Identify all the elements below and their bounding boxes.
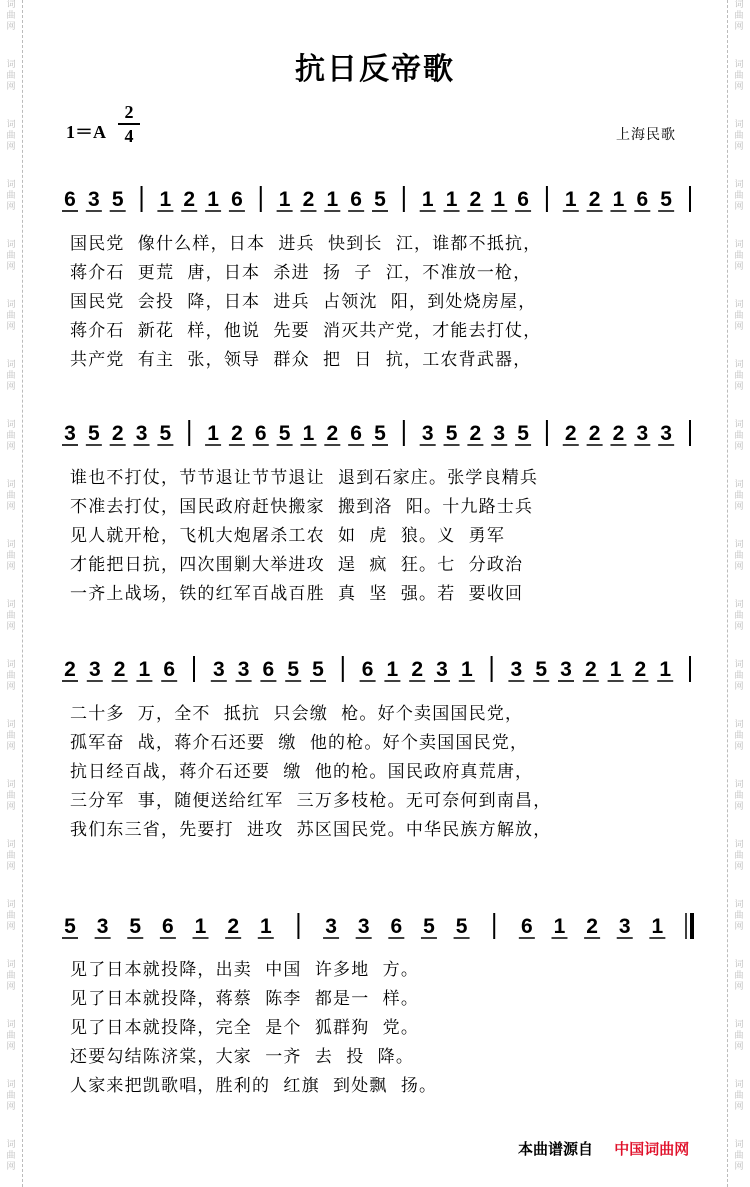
- note: 2: [586, 915, 598, 938]
- song-title: 抗日反帝歌: [295, 52, 455, 87]
- time-signature-bottom: 4: [124, 126, 134, 146]
- watermark-text: 词 曲 网: [6, 120, 16, 152]
- note: 2: [411, 658, 424, 681]
- lyric-line: 不准去打仗，国民政府赶快搬家 搬到洛 阳。十九路士兵: [70, 497, 534, 517]
- note: 1: [207, 188, 219, 211]
- note: 2: [564, 422, 577, 445]
- lyric-line: 三分军 事，随便送给红军 三万多枝枪。无可奈何到南昌，: [70, 791, 552, 811]
- lyric-line: 见了日本就投降，蒋蔡 陈李 都是一 样。: [70, 989, 420, 1009]
- note: 3: [436, 658, 448, 681]
- note: 5: [312, 658, 324, 681]
- note: 3: [560, 658, 572, 681]
- note: 5: [455, 915, 468, 938]
- note: 2: [64, 658, 76, 681]
- note: 1: [194, 915, 207, 938]
- note: 5: [660, 188, 672, 211]
- lyrics-block-2: [70, 464, 690, 609]
- watermark-text: 词 曲 网: [6, 1140, 16, 1172]
- note: 1: [564, 188, 577, 211]
- note: 6: [350, 422, 362, 445]
- note: 1: [386, 658, 399, 681]
- note: 6: [254, 422, 267, 445]
- lyric-line: 见了日本就投降，完全 是个 狐群狗 党。: [70, 1018, 420, 1038]
- note: 2: [111, 422, 124, 445]
- note: 1: [609, 658, 622, 681]
- note: 2: [326, 422, 339, 445]
- note: 3: [212, 658, 225, 681]
- song-origin: 上海民歌: [616, 127, 676, 143]
- note: 6: [231, 188, 243, 211]
- note: 5: [535, 658, 548, 681]
- watermark-text: 词 曲 网: [734, 120, 744, 152]
- watermark-text: 词 曲 网: [734, 720, 744, 752]
- note: 2: [183, 188, 196, 211]
- watermark-text: 词 曲 网: [734, 780, 744, 812]
- note: 5: [517, 422, 529, 445]
- lyric-line: 人家来把凯歌唱，胜利的 红旗 到处飘 扬。: [70, 1076, 438, 1096]
- note: 1: [651, 915, 664, 938]
- note: 6: [636, 188, 649, 211]
- watermark-text: 词 曲 网: [734, 1140, 744, 1172]
- note: 3: [636, 422, 649, 445]
- watermark-text: 词 曲 网: [6, 720, 16, 752]
- watermark-text: 词 曲 网: [734, 180, 744, 212]
- lyric-line: 二十多 万，全不 抵抗 只会缴 枪。好个卖国国民党，: [70, 704, 524, 724]
- watermark-text: 词 曲 网: [6, 660, 16, 692]
- note: 1: [138, 658, 151, 681]
- source-label: 本曲谱源自: [518, 1140, 594, 1158]
- watermark-text: 词 曲 网: [734, 660, 744, 692]
- note: 5: [129, 915, 142, 938]
- watermark-text: 词 曲 网: [734, 840, 744, 872]
- note: 3: [660, 422, 672, 445]
- note: 3: [88, 658, 101, 681]
- note: 5: [278, 422, 291, 445]
- lyric-line: 见人就开枪，飞机大炮屠杀工农 如 虎 狼。义 勇军: [70, 526, 506, 546]
- lyric-line: 国民党 像什么样，日本 进兵 快到长 江，谁都不抵抗，: [70, 234, 542, 254]
- note: 2: [584, 658, 597, 681]
- note: 1: [612, 188, 625, 211]
- site-name-link[interactable]: 中国词曲网: [614, 1140, 690, 1158]
- note: 3: [96, 915, 109, 938]
- lyric-line: 蒋介石 新花 样，他说 先要 消灭共产党，才能去打仗，: [70, 321, 542, 341]
- note: 3: [64, 422, 76, 445]
- note: 1: [159, 188, 172, 211]
- lyric-line: 谁也不打仗，节节退让节节退让 退到石家庄。张学良精兵: [70, 468, 539, 488]
- note: 3: [421, 422, 434, 445]
- note: 6: [517, 188, 529, 211]
- note: 5: [445, 422, 458, 445]
- note: 1: [207, 422, 219, 445]
- note: 1: [659, 658, 672, 681]
- note: 5: [374, 188, 386, 211]
- note: 5: [159, 422, 172, 445]
- note: 1: [445, 188, 458, 211]
- note: 3: [618, 915, 631, 938]
- lyric-line: 共产党 有主 张，领导 群众 把 日 抗，工农背武器，: [70, 350, 532, 370]
- lyric-line: 才能把日抗，四次围剿大举进攻 逞 疯 狂。七 分政治: [70, 555, 524, 575]
- note: 1: [553, 915, 566, 938]
- lyric-line: 孤军奋 战，蒋介石还要 缴 他的枪。好个卖国国民党，: [70, 733, 529, 753]
- note: 6: [390, 915, 403, 938]
- note: 2: [612, 422, 625, 445]
- lyric-line: 还要勾结陈济棠，大家 一齐 去 投 降。: [70, 1047, 415, 1067]
- note: 6: [162, 915, 174, 938]
- watermark-text: 词 曲 网: [6, 840, 16, 872]
- note: 5: [111, 188, 124, 211]
- note: 3: [510, 658, 523, 681]
- watermark-text: 词 曲 网: [6, 1080, 16, 1112]
- note: 2: [469, 188, 482, 211]
- note: 6: [262, 658, 275, 681]
- watermark-text: 词 曲 网: [734, 0, 744, 32]
- note: 6: [163, 658, 176, 681]
- note: 6: [64, 188, 76, 211]
- watermark-text: 词 曲 网: [734, 480, 744, 512]
- watermark-text: 词 曲 网: [734, 960, 744, 992]
- note: 5: [64, 915, 76, 938]
- lyric-line: 蒋介石 更荒 唐，日本 杀进 扬 子 江，不准放一枪，: [70, 263, 532, 283]
- watermark-text: 词 曲 网: [734, 600, 744, 632]
- note: 5: [374, 422, 386, 445]
- note: 2: [588, 422, 601, 445]
- lyrics-block-1: [70, 230, 690, 375]
- note: 3: [493, 422, 506, 445]
- note: 6: [361, 658, 374, 681]
- note: 3: [357, 915, 370, 938]
- watermark-text: 词 曲 网: [734, 420, 744, 452]
- note: 6: [520, 915, 533, 938]
- note: 2: [231, 422, 243, 445]
- note: 1: [493, 188, 506, 211]
- watermark-text: 词 曲 网: [6, 900, 16, 932]
- lyrics-block-3: [70, 700, 690, 845]
- note: 5: [88, 422, 100, 445]
- watermark-text: 词 曲 网: [6, 540, 16, 572]
- note: 6: [350, 188, 362, 211]
- watermark-text: 词 曲 网: [734, 1080, 744, 1112]
- note: 2: [588, 188, 601, 211]
- watermark-text: 词 曲 网: [6, 600, 16, 632]
- note: 3: [135, 422, 148, 445]
- note: 1: [302, 422, 315, 445]
- key-signature: 1＝A: [66, 122, 106, 142]
- watermark-text: 词 曲 网: [6, 60, 16, 92]
- note: 2: [634, 658, 647, 681]
- watermark-text: 词 曲 网: [6, 360, 16, 392]
- time-signature-top: 2: [124, 102, 134, 122]
- source-footer: [518, 1138, 689, 1159]
- note: 1: [326, 188, 339, 211]
- watermark-text: 词 曲 网: [734, 1020, 744, 1052]
- lyric-line: 抗日经百战，蒋介石还要 缴 他的枪。国民政府真荒唐，: [70, 762, 534, 782]
- watermark-text: 词 曲 网: [6, 780, 16, 812]
- note: 2: [469, 422, 482, 445]
- note: 1: [460, 658, 473, 681]
- watermark-text: 词 曲 网: [6, 180, 16, 212]
- watermark-text: 词 曲 网: [734, 540, 744, 572]
- note: 1: [259, 915, 272, 938]
- note: 3: [325, 915, 337, 938]
- watermark-text: 词 曲 网: [6, 240, 16, 272]
- note: 5: [287, 658, 300, 681]
- watermark-text: 词 曲 网: [734, 300, 744, 332]
- watermark-text: 词 曲 网: [6, 420, 16, 452]
- lyric-line: 见了日本就投降，出卖 中国 许多地 方。: [70, 960, 420, 980]
- lyric-line: 国民党 会投 降，日本 进兵 占领沈 阳，到处烧房屋，: [70, 292, 537, 312]
- lyrics-block-4: [70, 956, 690, 1101]
- note: 2: [227, 915, 240, 938]
- watermark-text: 词 曲 网: [6, 480, 16, 512]
- watermark-text: 词 曲 网: [6, 1020, 16, 1052]
- lyric-line: 我们东三省，先要打 进攻 苏区国民党。中华民族方解放，: [70, 820, 552, 840]
- watermark-text: 词 曲 网: [734, 240, 744, 272]
- note: 1: [421, 188, 434, 211]
- watermark-text: 词 曲 网: [6, 960, 16, 992]
- watermark-text: 词 曲 网: [734, 360, 744, 392]
- watermark-text: 词 曲 网: [734, 900, 744, 932]
- note: 2: [113, 658, 126, 681]
- lyric-line: 一齐上战场，铁的红军百战百胜 真 坚 强。若 要收回: [70, 584, 524, 604]
- note: 2: [302, 188, 315, 211]
- note: 1: [278, 188, 291, 211]
- watermark-text: 词 曲 网: [6, 300, 16, 332]
- watermark-text: 词 曲 网: [734, 60, 744, 92]
- note: 5: [423, 915, 435, 938]
- note: 3: [237, 658, 250, 681]
- watermark-text: 词 曲 网: [6, 0, 16, 32]
- note: 3: [88, 188, 100, 211]
